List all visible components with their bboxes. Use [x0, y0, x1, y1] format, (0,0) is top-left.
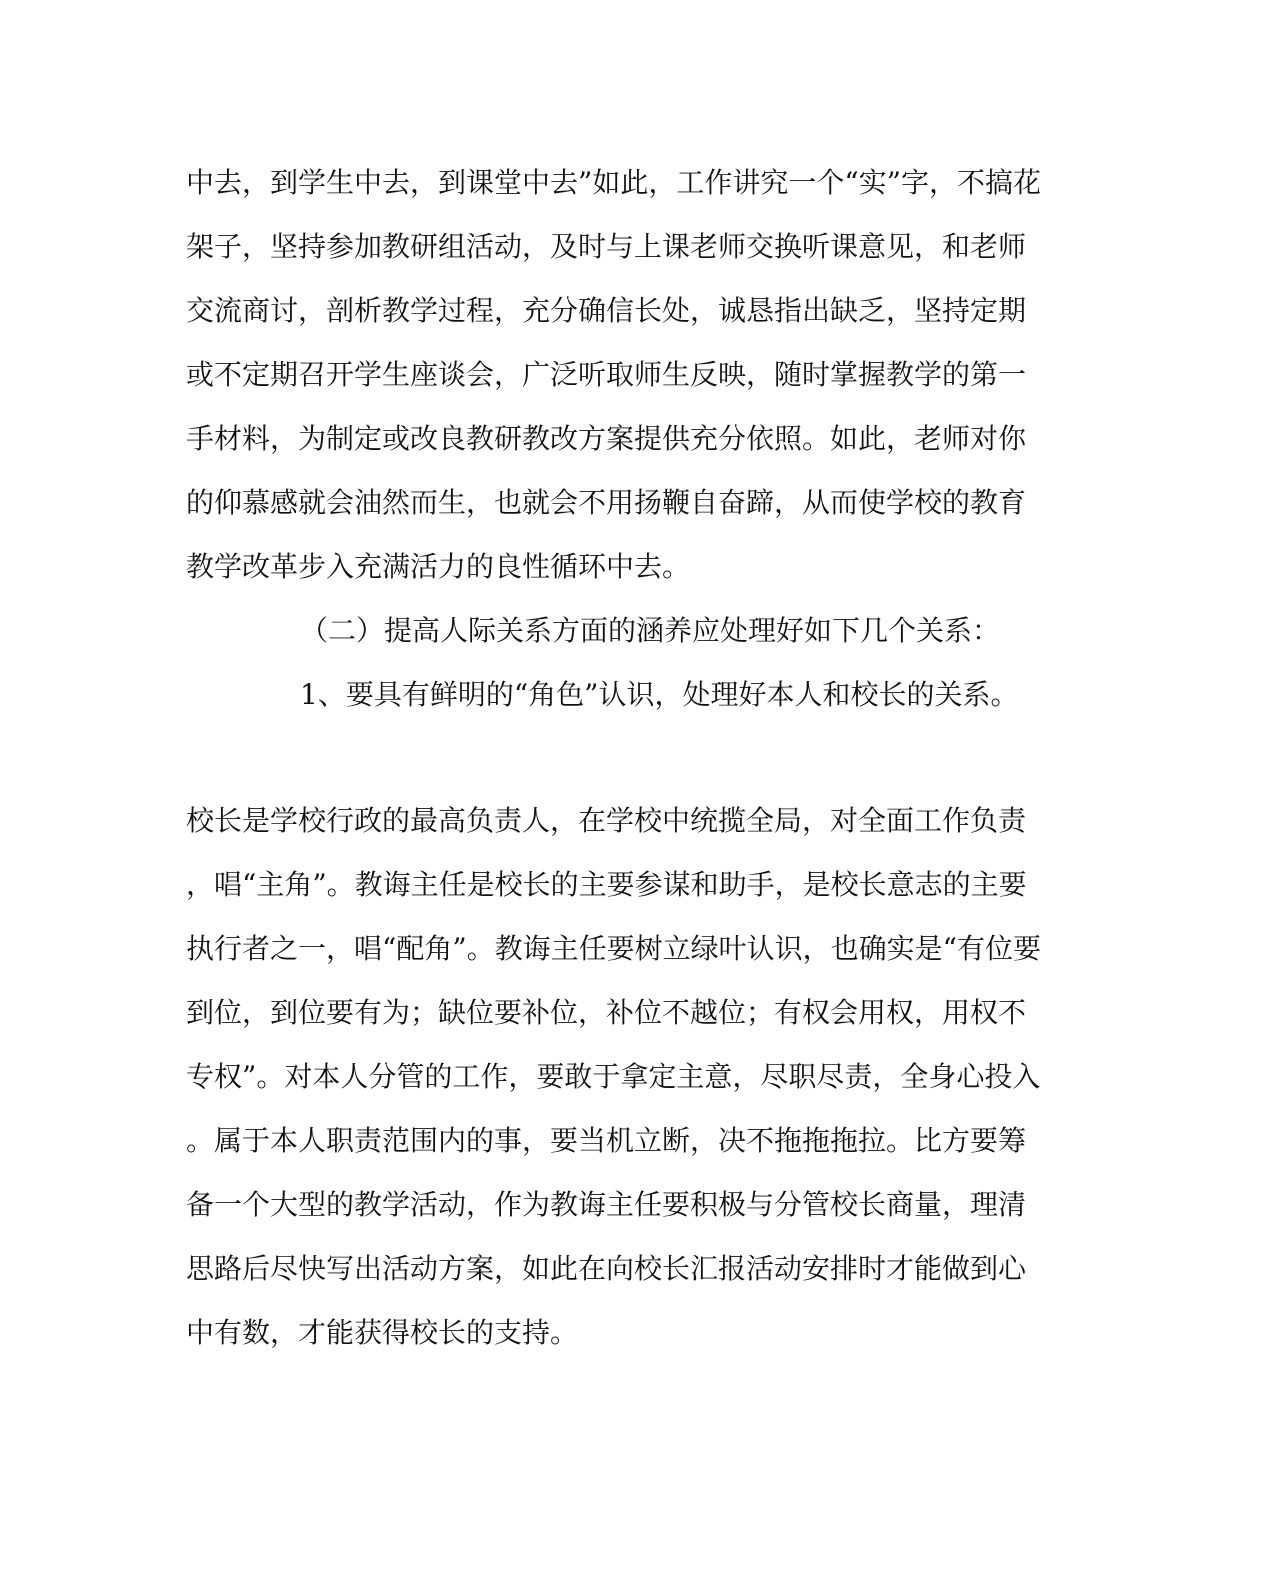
- paragraph-2-line-3: 执行者之一，唱“配角”。教诲主任要树立绿叶认识，也确实是“有位要: [186, 932, 1041, 965]
- paragraph-2-line-9: 中有数，才能获得校长的支持。: [186, 1316, 579, 1349]
- paragraph-1-line-6: 的仰慕感就会油然而生，也就会不用扬鞭自奋蹄，从而使学校的教育: [186, 486, 1027, 519]
- paragraph-2-line-7: 备一个大型的教学活动，作为教诲主任要积极与分管校长商量，理清: [186, 1188, 1027, 1221]
- paragraph-2-line-4: 到位，到位要有为；缺位要补位，补位不越位；有权会用权，用权不: [186, 996, 1027, 1029]
- paragraph-1-line-3: 交流商讨，剖析教学过程，充分确信长处，诚恳指出缺乏，坚持定期: [186, 294, 1027, 327]
- paragraph-1-line-5: 手材料，为制定或改良教研教改方案提供充分依照。如此，老师对你: [186, 422, 1027, 455]
- paragraph-1-line-2: 架子，坚持参加教研组活动，及时与上课老师交换听课意见，和老师: [186, 230, 1027, 263]
- paragraph-1-line-7: 教学改革步入充满活力的良性循环中去。: [186, 550, 691, 583]
- paragraph-1-line-4: 或不定期召开学生座谈会，广泛听取师生反映，随时掌握教学的第一: [186, 358, 1027, 391]
- subsection-heading: 1、要具有鲜明的“角色”认识，处理好本人和校长的关系。: [300, 678, 1019, 711]
- paragraph-2-line-2: ，唱“主角”。教诲主任是校长的主要参谋和助手，是校长意志的主要: [186, 868, 1027, 901]
- paragraph-1-line-1: 中去，到学生中去，到课堂中去”如此，工作讲究一个“实”字，不搞花: [186, 166, 1041, 199]
- paragraph-2-line-5: 专权”。对本人分管的工作，要敢于拿定主意，尽职尽责，全身心投入: [186, 1060, 1041, 1093]
- paragraph-2-line-1: 校长是学校行政的最高负责人，在学校中统揽全局，对全面工作负责: [186, 804, 1027, 837]
- section-heading: （二）提高人际关系方面的涵养应处理好如下几个关系：: [300, 614, 1001, 647]
- paragraph-2-line-8: 思路后尽快写出活动方案，如此在向校长汇报活动安排时才能做到心: [186, 1252, 1027, 1285]
- paragraph-2-line-6: 。属于本人职责范围内的事，要当机立断，决不拖拖拖拉。比方要筹: [186, 1124, 1027, 1157]
